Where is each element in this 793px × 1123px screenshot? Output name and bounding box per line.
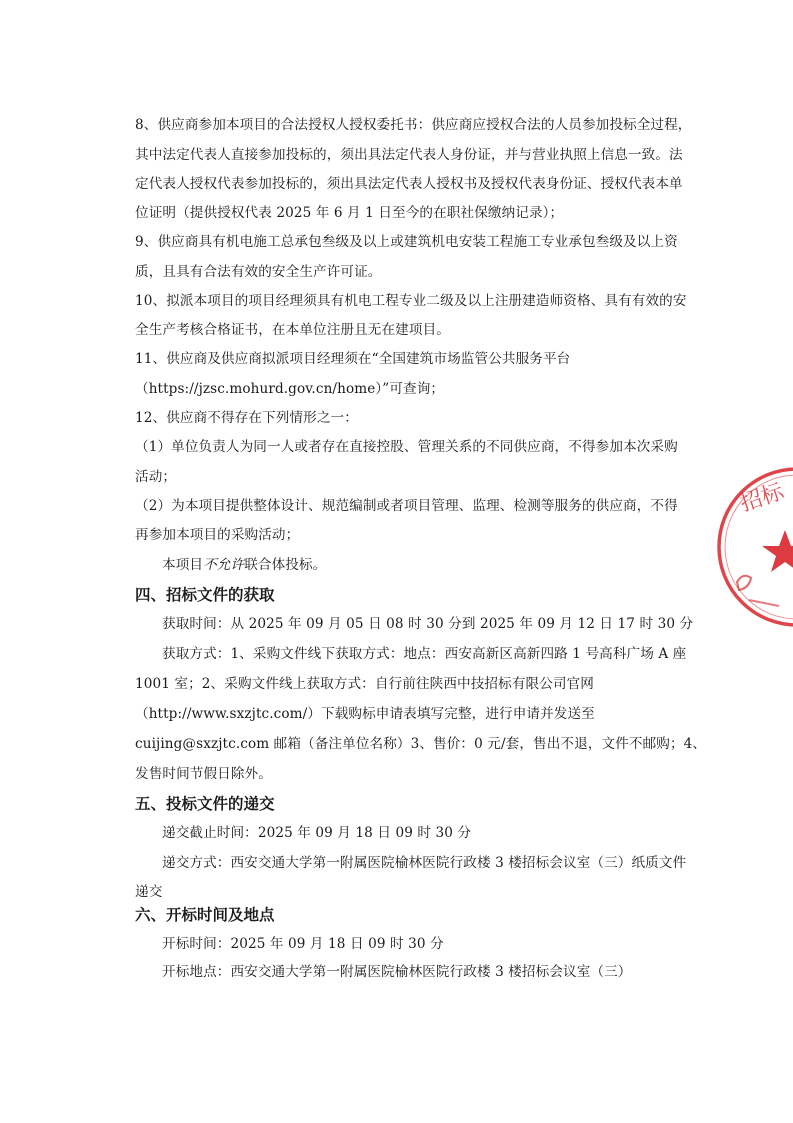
section-4-heading: 四、招标文件的获取 xyxy=(135,586,275,604)
section-4-method-line-2: 1001 室；2、采购文件线上获取方式：自行前往陕西中技招标有限公司官网 xyxy=(135,676,594,692)
section-6-heading: 六、开标时间及地点 xyxy=(135,906,275,924)
section-6-place: 开标地点：西安交通大学第一附属医院榆林医院行政楼 3 楼招标会议室（三） xyxy=(162,964,632,980)
section-4-method-line-3: （http://www.sxzjtc.com/）下载购标申请表填写完整，进行申请并发送至 xyxy=(135,706,595,722)
consortium-emphasis: 不允许 xyxy=(203,557,245,573)
red-seal-stamp xyxy=(715,462,793,637)
item-8-line-1: 8、供应商参加本项目的合法授权人授权委托书：供应商应授权合法的人员参加投标全过程， xyxy=(135,117,692,133)
section-4-method-line-1: 获取方式：1、采购文件线下获取方式：地点：西安高新区高新四路 1 号高科广场 A 座 xyxy=(162,646,687,662)
section-4-time: 获取时间：从 2025 年 09 月 05 日 08 时 30 分到 2025 年 09 月 12 日 17 时 30 分 xyxy=(162,616,694,632)
item-12-1-line-2: 活动； xyxy=(135,469,177,485)
item-9-line-1: 9、供应商具有机电施工总承包叁级及以上或建筑机电安装工程施工专业承包叁级及以上资 xyxy=(135,234,678,250)
section-5-heading: 五、投标文件的递交 xyxy=(135,795,275,813)
section-4-method-line-5: 发售时间节假日除外。 xyxy=(135,766,272,782)
section-4-method-line-4: cuijing@sxzjtc.com 邮箱（备注单位名称）3、售价：0 元/套，售出不退，文件不邮购；4、 xyxy=(135,736,707,752)
consortium-line xyxy=(162,556,326,574)
consortium-prefix: 本项目 xyxy=(162,557,204,573)
consortium-suffix: 联合体投标。 xyxy=(244,557,327,573)
item-10-line-2: 全生产考核合格证书，在本单位注册且无在建项目。 xyxy=(135,322,450,338)
item-9-line-2: 质，且具有合法有效的安全生产许可证。 xyxy=(135,264,382,280)
item-12-line: 12、供应商不得存在下列情形之一： xyxy=(135,410,358,426)
item-11-url: （https://jzsc.mohurd.gov.cn/home）”可查询； xyxy=(135,381,445,397)
item-8-line-3: 定代表人授权代表参加投标的，须出具法定代表人授权书及授权代表身份证、授权代表本单 xyxy=(135,176,683,192)
item-12-1-line-1: （1）单位负责人为同一人或者存在直接控股、管理关系的不同供应商，不得参加本次采购 xyxy=(135,439,678,455)
section-5-deadline: 递交截止时间：2025 年 09 月 18 日 09 时 30 分 xyxy=(162,825,472,841)
section-5-method-line-2: 递交 xyxy=(135,884,163,900)
item-8-line-4: 位证明（提供授权代表 2025 年 6 月 1 日至今的在职社保缴纳记录）； xyxy=(135,205,564,221)
seal-text: 招标 xyxy=(737,479,787,517)
item-12-2-line-1: （2）为本项目提供整体设计、规范编制或者项目管理、监理、检测等服务的供应商，不得 xyxy=(135,498,678,514)
section-5-method-line-1: 递交方式：西安交通大学第一附属医院榆林医院行政楼 3 楼招标会议室（三）纸质文件 xyxy=(162,855,687,871)
item-11-line-1: 11、供应商及供应商拟派项目经理须在“全国建筑市场监管公共服务平台 xyxy=(135,351,571,367)
section-6-time: 开标时间：2025 年 09 月 18 日 09 时 30 分 xyxy=(162,936,444,952)
item-12-2-line-2: 再参加本项目的采购活动； xyxy=(135,527,300,543)
item-8-line-2: 其中法定代表人直接参加投标的，须出具法定代表人身份证，并与营业执照上信息一致。法 xyxy=(135,147,683,163)
item-10-line-1: 10、拟派本项目的项目经理须具有机电工程专业二级及以上注册建造师资格、具有有效的安 xyxy=(135,293,687,309)
